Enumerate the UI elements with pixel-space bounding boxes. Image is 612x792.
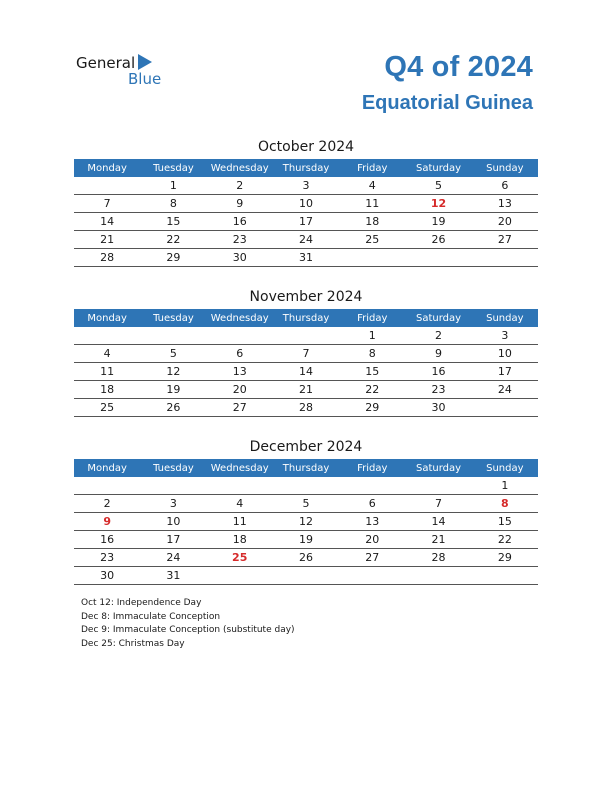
calendar-table [74,309,538,417]
day-cell: 31 [140,567,206,585]
day-cell: 17 [273,213,339,231]
holiday-note: Dec 25: Christmas Day [81,638,185,649]
day-cell: 13 [207,363,273,381]
empty-day-cell [273,567,339,585]
holiday-note: Dec 8: Immaculate Conception [81,611,221,622]
weekday-header: Sunday [472,459,538,477]
week-row [74,495,538,513]
day-cell: 24 [273,231,339,249]
day-cell: 5 [405,177,471,195]
empty-day-cell [140,477,206,495]
day-cell: 19 [140,381,206,399]
day-cell: 28 [405,549,471,567]
empty-day-cell [207,567,273,585]
day-cell: 27 [472,231,538,249]
calendar-table [74,159,538,267]
day-cell: 17 [472,363,538,381]
day-cell: 25 [207,549,273,567]
day-cell: 9 [405,345,471,363]
day-cell: 21 [74,231,140,249]
day-cell: 6 [207,345,273,363]
day-cell: 3 [140,495,206,513]
day-cell: 15 [140,213,206,231]
day-cell: 27 [339,549,405,567]
day-cell: 16 [207,213,273,231]
day-cell: 10 [472,345,538,363]
day-cell: 28 [74,249,140,267]
empty-day-cell [405,567,471,585]
day-cell: 25 [74,399,140,417]
day-cell: 10 [273,195,339,213]
weekday-header: Saturday [405,159,471,177]
week-row [74,399,538,417]
day-cell: 4 [74,345,140,363]
day-cell: 8 [339,345,405,363]
generalblue-logo [76,52,176,88]
day-cell: 18 [74,381,140,399]
day-cell: 11 [339,195,405,213]
day-cell: 29 [472,549,538,567]
day-cell: 14 [405,513,471,531]
day-cell: 13 [472,195,538,213]
week-row [74,327,538,345]
day-cell: 21 [273,381,339,399]
day-cell: 23 [74,549,140,567]
weekday-header: Wednesday [207,309,273,327]
weekday-header: Tuesday [140,459,206,477]
month-november [74,287,538,417]
day-cell: 21 [405,531,471,549]
day-cell: 27 [207,399,273,417]
weekday-header: Wednesday [207,459,273,477]
day-cell: 19 [405,213,471,231]
weekday-header: Thursday [273,459,339,477]
day-cell: 30 [74,567,140,585]
day-cell: 6 [472,177,538,195]
day-cell: 15 [339,363,405,381]
day-cell: 3 [472,327,538,345]
month-october [74,137,538,267]
day-cell: 12 [140,363,206,381]
empty-day-cell [472,567,538,585]
day-cell: 4 [339,177,405,195]
day-cell: 2 [74,495,140,513]
day-cell: 11 [74,363,140,381]
week-row [74,477,538,495]
country-subtitle: Equatorial Guinea [361,92,533,114]
weekday-header: Wednesday [207,159,273,177]
weekday-header-row [74,159,538,177]
day-cell: 4 [207,495,273,513]
day-cell: 14 [74,213,140,231]
week-row [74,345,538,363]
logo-flag-icon [138,54,164,70]
weekday-header: Tuesday [140,159,206,177]
empty-day-cell [339,249,405,267]
logo-text-blue: Blue [128,70,162,88]
day-cell: 5 [140,345,206,363]
empty-day-cell [472,249,538,267]
weekday-header: Thursday [273,309,339,327]
day-cell: 7 [74,195,140,213]
empty-day-cell [405,477,471,495]
day-cell: 3 [273,177,339,195]
day-cell: 14 [273,363,339,381]
day-cell: 19 [273,531,339,549]
empty-day-cell [273,327,339,345]
empty-day-cell [339,567,405,585]
week-row [74,381,538,399]
empty-day-cell [74,327,140,345]
week-row [74,231,538,249]
day-cell: 17 [140,531,206,549]
page-title: Q4 of 2024 [384,51,533,83]
empty-day-cell [405,249,471,267]
week-row [74,363,538,381]
week-row [74,213,538,231]
day-cell: 2 [405,327,471,345]
day-cell: 20 [472,213,538,231]
day-cell: 15 [472,513,538,531]
day-cell: 23 [405,381,471,399]
weekday-header: Saturday [405,309,471,327]
day-cell: 7 [273,345,339,363]
logo-text-general: General [76,54,136,72]
day-cell: 29 [140,249,206,267]
holiday-note: Oct 12: Independence Day [81,598,202,608]
day-cell: 30 [405,399,471,417]
empty-day-cell [140,327,206,345]
day-cell: 24 [140,549,206,567]
day-cell: 28 [273,399,339,417]
day-cell: 24 [472,381,538,399]
week-row [74,513,538,531]
day-cell: 1 [472,477,538,495]
weekday-header: Friday [339,309,405,327]
empty-day-cell [74,177,140,195]
day-cell: 29 [339,399,405,417]
month-title: October 2024 [257,139,355,155]
empty-day-cell [273,477,339,495]
day-cell: 8 [472,495,538,513]
day-cell: 22 [140,231,206,249]
day-cell: 22 [472,531,538,549]
month-title: November 2024 [249,289,363,305]
weekday-header: Monday [74,159,140,177]
day-cell: 6 [339,495,405,513]
day-cell: 1 [140,177,206,195]
day-cell: 25 [339,231,405,249]
calendar-table [74,459,538,585]
holiday-note: Dec 9: Immaculate Conception (substitute day) [81,625,295,636]
day-cell: 8 [140,195,206,213]
day-cell: 9 [207,195,273,213]
day-cell: 12 [405,195,471,213]
weekday-header: Sunday [472,159,538,177]
day-cell: 23 [207,231,273,249]
day-cell: 13 [339,513,405,531]
month-december [74,437,538,585]
day-cell: 5 [273,495,339,513]
day-cell: 11 [207,513,273,531]
day-cell: 26 [273,549,339,567]
day-cell: 10 [140,513,206,531]
weekday-header: Monday [74,459,140,477]
day-cell: 18 [207,531,273,549]
week-row [74,549,538,567]
holiday-notes [81,597,295,651]
weekday-header: Sunday [472,309,538,327]
week-row [74,531,538,549]
day-cell: 1 [339,327,405,345]
day-cell: 18 [339,213,405,231]
day-cell: 9 [74,513,140,531]
month-title: December 2024 [249,439,363,455]
day-cell: 12 [273,513,339,531]
day-cell: 20 [207,381,273,399]
day-cell: 26 [140,399,206,417]
weekday-header: Tuesday [140,309,206,327]
weekday-header: Saturday [405,459,471,477]
day-cell: 22 [339,381,405,399]
weekday-header: Monday [74,309,140,327]
week-row [74,249,538,267]
empty-day-cell [74,477,140,495]
day-cell: 7 [405,495,471,513]
empty-day-cell [207,327,273,345]
empty-day-cell [207,477,273,495]
week-row [74,195,538,213]
week-row [74,177,538,195]
day-cell: 26 [405,231,471,249]
empty-day-cell [339,477,405,495]
day-cell: 30 [207,249,273,267]
weekday-header: Thursday [273,159,339,177]
day-cell: 31 [273,249,339,267]
day-cell: 2 [207,177,273,195]
weekday-header: Friday [339,159,405,177]
week-row [74,567,538,585]
weekday-header-row [74,309,538,327]
day-cell: 16 [405,363,471,381]
empty-day-cell [472,399,538,417]
day-cell: 20 [339,531,405,549]
weekday-header: Friday [339,459,405,477]
day-cell: 16 [74,531,140,549]
weekday-header-row [74,459,538,477]
